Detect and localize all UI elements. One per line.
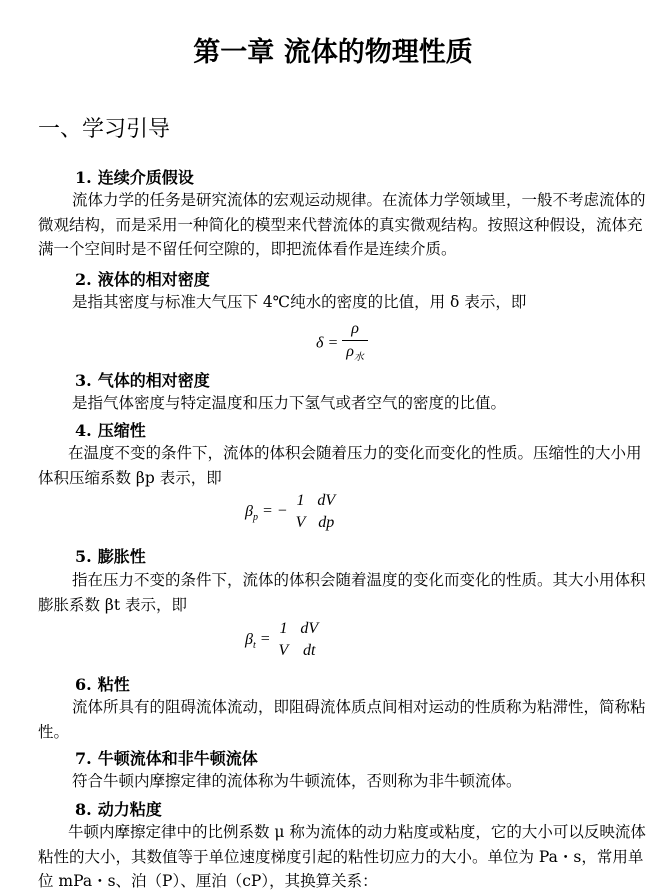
item-title: 牛顿流体和非牛顿流体 <box>97 749 258 768</box>
compressibility-formula <box>245 490 339 534</box>
item-title: 粘性 <box>97 675 130 694</box>
formula-derivative: dV dp <box>317 492 336 531</box>
item-4-text: 在温度不变的条件下，流体的体积会随着压力的变化而变化的性质。压缩性的大小用体积压缩系数 βp 表示，即 <box>38 444 642 487</box>
formula-coefficient: 1 V <box>278 620 289 659</box>
item-title: 膨胀性 <box>97 547 146 566</box>
item-6-heading <box>75 672 130 695</box>
item-title: 压缩性 <box>97 421 146 440</box>
item-number: 7. <box>75 749 92 768</box>
formula-derivative: dV dt <box>300 620 319 659</box>
item-number: 1. <box>75 168 92 187</box>
item-number: 5. <box>75 547 92 566</box>
item-8-heading <box>75 797 162 820</box>
item-1-text: 流体力学的任务是研究流体的宏观运动规律。在流体力学领域里，一般不考虑流体的微观结构，而是采用一种简化的模型来代替流体的真实微观结构。按照这种假设，流体充满一个空间时是不留任何空隙的，即把流体看作是连续介质。 <box>38 191 646 258</box>
formula-numerator: ρ <box>342 318 368 341</box>
relative-density-formula <box>316 318 368 369</box>
item-4-heading <box>75 418 146 441</box>
item-title: 连续介质假设 <box>97 168 194 187</box>
formula-denominator: $\rho_水$ <box>346 343 364 364</box>
chapter-title: 第一章 流体的物理性质 <box>193 37 473 68</box>
item-3-heading <box>75 368 210 391</box>
item-number: 6. <box>75 675 92 694</box>
expansion-formula <box>245 618 322 662</box>
formula-lhs: δ = <box>316 334 339 352</box>
formula-eq: = <box>259 630 271 648</box>
item-number: 4. <box>75 421 92 440</box>
item-2-heading <box>75 267 210 290</box>
item-7-heading <box>75 746 258 769</box>
item-title: 液体的相对密度 <box>97 270 210 289</box>
item-1-heading <box>75 165 194 188</box>
formula-lhs: $\beta_p$ <box>245 502 258 523</box>
section-heading: 一、学习引导 <box>38 117 171 142</box>
item-title: 动力粘度 <box>97 800 162 819</box>
formula-lhs: $\beta_t$ <box>245 630 256 651</box>
formula-fraction <box>342 318 368 369</box>
item-3-text: 是指气体密度与特定温度和压力下氢气或者空气的密度的比值。 <box>72 394 507 412</box>
item-7-text: 符合牛顿内摩擦定律的流体称为牛顿流体，否则称为非牛顿流体。 <box>72 772 522 790</box>
item-5-text: 指在压力不变的条件下，流体的体积会随着温度的变化而变化的性质。其大小用体积膨胀系数 βt 表示，即 <box>38 571 646 614</box>
item-5-heading <box>75 544 146 567</box>
item-2-text: 是指其密度与标准大气压下 4℃纯水的密度的比值，用 δ 表示，即 <box>72 293 527 311</box>
item-8-text: 牛顿内摩擦定律中的比例系数 μ 称为流体的动力粘度或粘度，它的大小可以反映流体粘性的大小，其数值等于单位速度梯度引起的粘性切应力的大小。单位为 Pa・s，常用单位 mPa・s、泊（P）、厘泊（cP），其换算关系： <box>38 823 646 890</box>
item-number: 3. <box>75 371 92 390</box>
item-title: 气体的相对密度 <box>97 371 210 390</box>
item-number: 2. <box>75 270 92 289</box>
formula-coefficient: 1 V <box>295 492 306 531</box>
formula-eq: = − <box>261 502 288 520</box>
item-number: 8. <box>75 800 92 819</box>
item-6-text: 流体所具有的阻碍流体流动，即阻碍流体质点间相对运动的性质称为粘滞性，简称粘性。 <box>38 698 646 741</box>
